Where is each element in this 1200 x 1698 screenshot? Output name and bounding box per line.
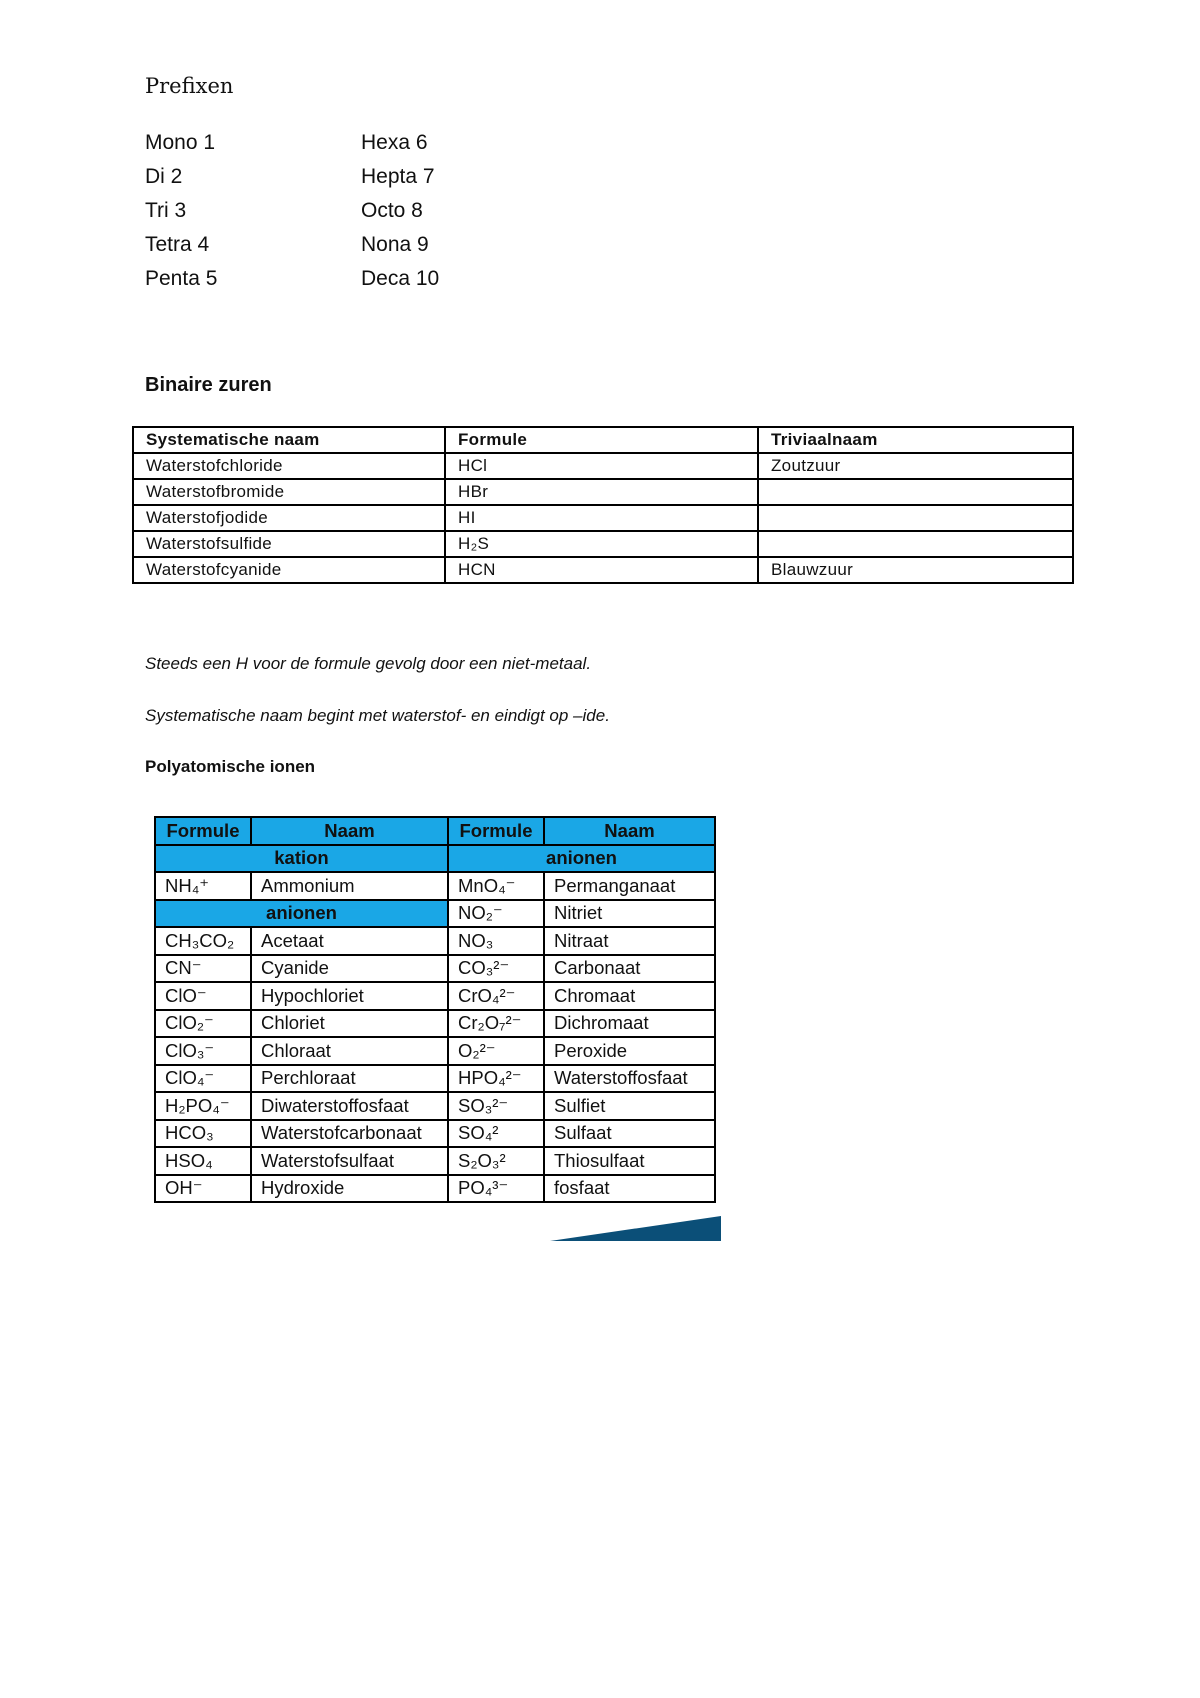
table-row <box>155 955 715 983</box>
table-cell: HCN <box>445 557 758 583</box>
formula-cell: HCO₃ <box>155 1120 251 1148</box>
binaire-zuren-title: Binaire zuren <box>145 374 272 396</box>
table-row <box>155 1065 715 1093</box>
formula-cell: ClO₄⁻ <box>155 1065 251 1093</box>
formula-cell: SO₃²⁻ <box>448 1092 544 1120</box>
prefix-item: Deca 10 <box>361 267 440 290</box>
formula-cell: NO₂⁻ <box>448 900 544 928</box>
formula-cell: NH₄⁺ <box>155 872 251 900</box>
formula-cell: S₂O₃² <box>448 1147 544 1175</box>
name-cell: Permanganaat <box>544 872 715 900</box>
formula-cell: NO₃ <box>448 927 544 955</box>
table-cell: Waterstofbromide <box>133 479 445 505</box>
table-cell: HCl <box>445 453 758 479</box>
column-header: Formule <box>445 427 758 453</box>
column-header: Systematische naam <box>133 427 445 453</box>
corner-decoration <box>550 1216 722 1242</box>
formula-cell: H₂PO₄⁻ <box>155 1092 251 1120</box>
prefix-item: Mono 1 <box>145 131 216 154</box>
name-cell: Thiosulfaat <box>544 1147 715 1175</box>
section-header-row <box>155 845 715 873</box>
name-cell: Waterstofcarbonaat <box>251 1120 448 1148</box>
name-cell: Ammonium <box>251 872 448 900</box>
name-cell: Cyanide <box>251 955 448 983</box>
name-cell: Chloriet <box>251 1010 448 1038</box>
prefix-item: Octo 8 <box>361 199 423 222</box>
name-cell: Hypochloriet <box>251 982 448 1010</box>
polyatomische-ionen-title: Polyatomische ionen <box>145 757 316 776</box>
prefix-item: Tetra 4 <box>145 233 210 256</box>
name-cell: Acetaat <box>251 927 448 955</box>
formula-cell: PO₄³⁻ <box>448 1175 544 1203</box>
name-cell: Chromaat <box>544 982 715 1010</box>
table-row <box>133 505 1073 531</box>
table-row <box>155 1175 715 1203</box>
name-cell: Nitraat <box>544 927 715 955</box>
section-header-anionen: anionen <box>155 900 448 928</box>
table-row <box>155 1037 715 1065</box>
prefix-item: Nona 9 <box>361 233 429 256</box>
table-cell <box>758 531 1073 557</box>
prefix-item: Tri 3 <box>145 199 187 222</box>
formula-cell: MnO₄⁻ <box>448 872 544 900</box>
table-row <box>133 453 1073 479</box>
formula-cell: ClO₂⁻ <box>155 1010 251 1038</box>
table-row <box>155 1092 715 1120</box>
table-cell <box>758 479 1073 505</box>
prefix-column-2 <box>361 126 439 296</box>
name-cell: Nitriet <box>544 900 715 928</box>
corner-triangle <box>550 1216 721 1241</box>
prefixen-title: Prefixen <box>145 74 234 98</box>
formula-cell: CN⁻ <box>155 955 251 983</box>
formula-cell: HSO₄ <box>155 1147 251 1175</box>
table-cell: Waterstofsulfide <box>133 531 445 557</box>
prefix-item: Penta 5 <box>145 267 218 290</box>
name-cell: Waterstoffosfaat <box>544 1065 715 1093</box>
name-cell: Chloraat <box>251 1037 448 1065</box>
table-header-row <box>155 817 715 845</box>
table-row <box>155 1010 715 1038</box>
table-row <box>133 479 1073 505</box>
name-cell: Dichromaat <box>544 1010 715 1038</box>
name-cell: Carbonaat <box>544 955 715 983</box>
table-row <box>155 927 715 955</box>
table-cell: Blauwzuur <box>758 557 1073 583</box>
name-cell: Sulfiet <box>544 1092 715 1120</box>
table-cell <box>758 505 1073 531</box>
prefix-column-1 <box>145 126 217 296</box>
table-cell: HI <box>445 505 758 531</box>
table-cell: HBr <box>445 479 758 505</box>
table-row <box>155 1120 715 1148</box>
formula-cell: CH₃CO₂ <box>155 927 251 955</box>
section-header-kation: kation <box>155 845 448 873</box>
formula-cell: ClO₃⁻ <box>155 1037 251 1065</box>
table-row <box>155 872 715 900</box>
note-formule: Steeds een H voor de formule gevolg door een niet-metaal. <box>145 654 592 673</box>
prefix-item: Di 2 <box>145 165 183 188</box>
name-cell: Peroxide <box>544 1037 715 1065</box>
formula-cell: O₂²⁻ <box>448 1037 544 1065</box>
table-cell: Waterstofchloride <box>133 453 445 479</box>
binaire-zuren-table <box>132 426 1074 584</box>
table-row <box>155 900 715 928</box>
section-header-anionen: anionen <box>448 845 715 873</box>
table-cell: Zoutzuur <box>758 453 1073 479</box>
formula-cell: CrO₄²⁻ <box>448 982 544 1010</box>
formula-cell: CO₃²⁻ <box>448 955 544 983</box>
name-cell: Waterstofsulfaat <box>251 1147 448 1175</box>
table-row <box>133 557 1073 583</box>
table-row <box>155 1147 715 1175</box>
table-row <box>155 982 715 1010</box>
formula-cell: OH⁻ <box>155 1175 251 1203</box>
name-cell: fosfaat <box>544 1175 715 1203</box>
column-header: Formule <box>155 817 251 845</box>
table-cell: Waterstofjodide <box>133 505 445 531</box>
name-cell: Diwaterstoffosfaat <box>251 1092 448 1120</box>
column-header: Formule <box>448 817 544 845</box>
column-header: Naam <box>544 817 715 845</box>
note-systematische-naam: Systematische naam begint met waterstof- en eindigt op –ide. <box>145 706 610 725</box>
formula-cell: Cr₂O₇²⁻ <box>448 1010 544 1038</box>
column-header: Triviaalnaam <box>758 427 1073 453</box>
column-header: Naam <box>251 817 448 845</box>
table-cell: H₂S <box>445 531 758 557</box>
table-row <box>133 531 1073 557</box>
formula-cell: ClO⁻ <box>155 982 251 1010</box>
formula-cell: SO₄² <box>448 1120 544 1148</box>
prefix-item: Hexa 6 <box>361 131 428 154</box>
prefix-item: Hepta 7 <box>361 165 435 188</box>
name-cell: Sulfaat <box>544 1120 715 1148</box>
table-cell: Waterstofcyanide <box>133 557 445 583</box>
polyatomische-ionen-table <box>154 816 716 1203</box>
table-header-row <box>133 427 1073 453</box>
name-cell: Hydroxide <box>251 1175 448 1203</box>
formula-cell: HPO₄²⁻ <box>448 1065 544 1093</box>
name-cell: Perchloraat <box>251 1065 448 1093</box>
